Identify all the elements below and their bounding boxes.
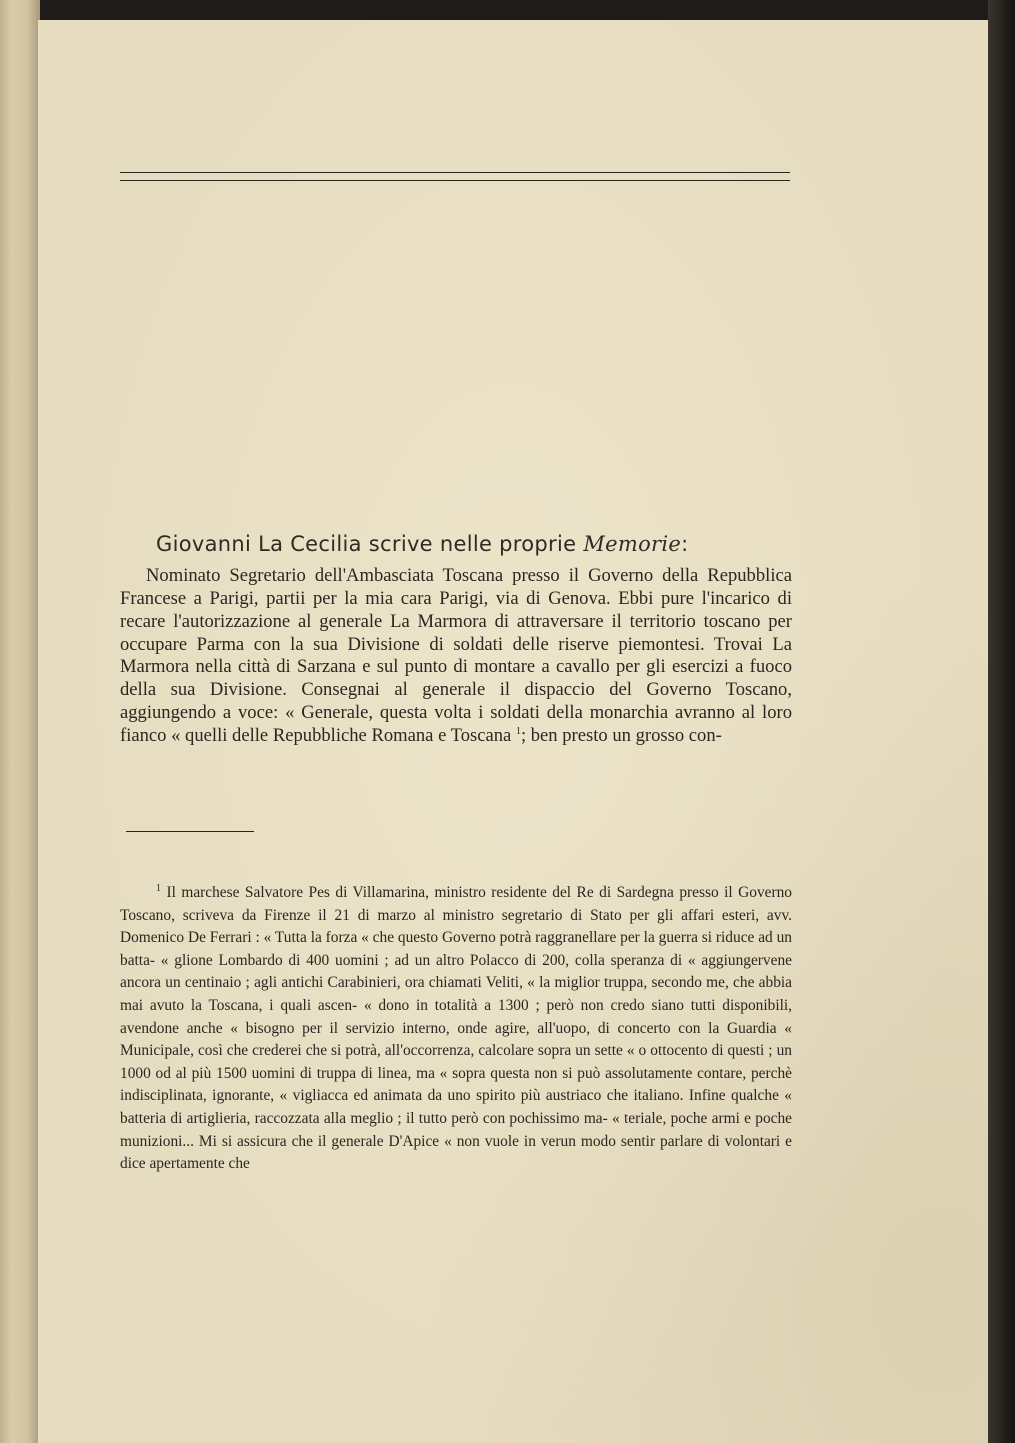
header-rule-bottom xyxy=(120,180,790,181)
intro-emphasis: Memorie xyxy=(583,532,682,556)
facing-page-edge xyxy=(0,0,40,1443)
page-sheet xyxy=(38,20,988,1443)
body-paragraph xyxy=(120,565,792,748)
footnote-reference[interactable]: 1 xyxy=(515,725,521,737)
intro-colon: : xyxy=(681,532,689,556)
header-rule-top xyxy=(120,172,790,173)
footnote xyxy=(120,882,792,1176)
intro-text: Giovanni La Cecilia scrive nelle proprie xyxy=(156,532,584,556)
footnote-separator xyxy=(126,831,254,832)
page-gutter-shadow xyxy=(988,0,1015,1443)
body-text-part-1: Nominato Segretario dell'Ambasciata Toscana presso il Governo della Repubblica Francese a Parigi, partii per la mia cara Parigi, via di Genova. Ebbi pure l'incarico di recare l'autorizzazione al generale La Marmora di attraversare il territorio toscano per occupare Parma con la sua Divisione di soldati delle riserve piemontesi. Trovai La Marmora nella città di Sarzana e sul punto di montare a cavallo per gli esercizi a fuoco della sua Divisione. Consegnai al generale il dispaccio del Governo Toscano, aggiungendo a voce: « Generale, questa volta i soldati della monarchia avranno al loro fianco « quelli delle Repubbliche Romana e Toscana xyxy=(120,565,792,746)
footnote-marker: 1 xyxy=(156,882,161,894)
intro-line xyxy=(156,532,689,556)
footnote-text: Il marchese Salvatore Pes di Villamarina, ministro residente del Re di Sardegna presso il Governo Toscano, scriveva da Firenze il 21 di marzo al ministro segretario di Stato per gli affari esteri, avv. Domenico De Ferrari : « Tutta la forza « che questo Governo potrà raggranellare per la guerra si riduce ad un batta- « glione Lombardo di 400 uomini ; ad un altro Polacco di 200, colla speranza di « aggiungervene ancora un centinaio ; agli antichi Carabinieri, ora chiamati Veliti, « la miglior truppa, secondo me, che abbia mai avuto la Toscana, i quali ascen- « dono in totalità a 1300 ; però non credo siano tutti disponibili, avendone anche « bisogno per il servizio interno, onde agire, all'uopo, di concerto con la Guardia « Municipale, così che crederei che si potrà, all'occorrenza, calcolare sopra un sette « o ottocento di questi ; un 1000 od al più 1500 uomini di truppa di linea, ma « sopra questa non si può assolutamente contare, perchè indisciplinata, ignorante, « vigliacca ed animata da uno spirito più austriaco che italiano. Infine qualche « batteria di artiglieria, raccozzata alla meglio ; il tutto però con pochissimo ma- « teriale, poche armi e poche munizioni... Mi si assicura che il generale D'Apice « non vuole in verun modo sentir parlare di volontari e dice apertamente che xyxy=(120,884,792,1173)
body-text-part-2: ; ben presto un grosso con- xyxy=(520,724,722,746)
